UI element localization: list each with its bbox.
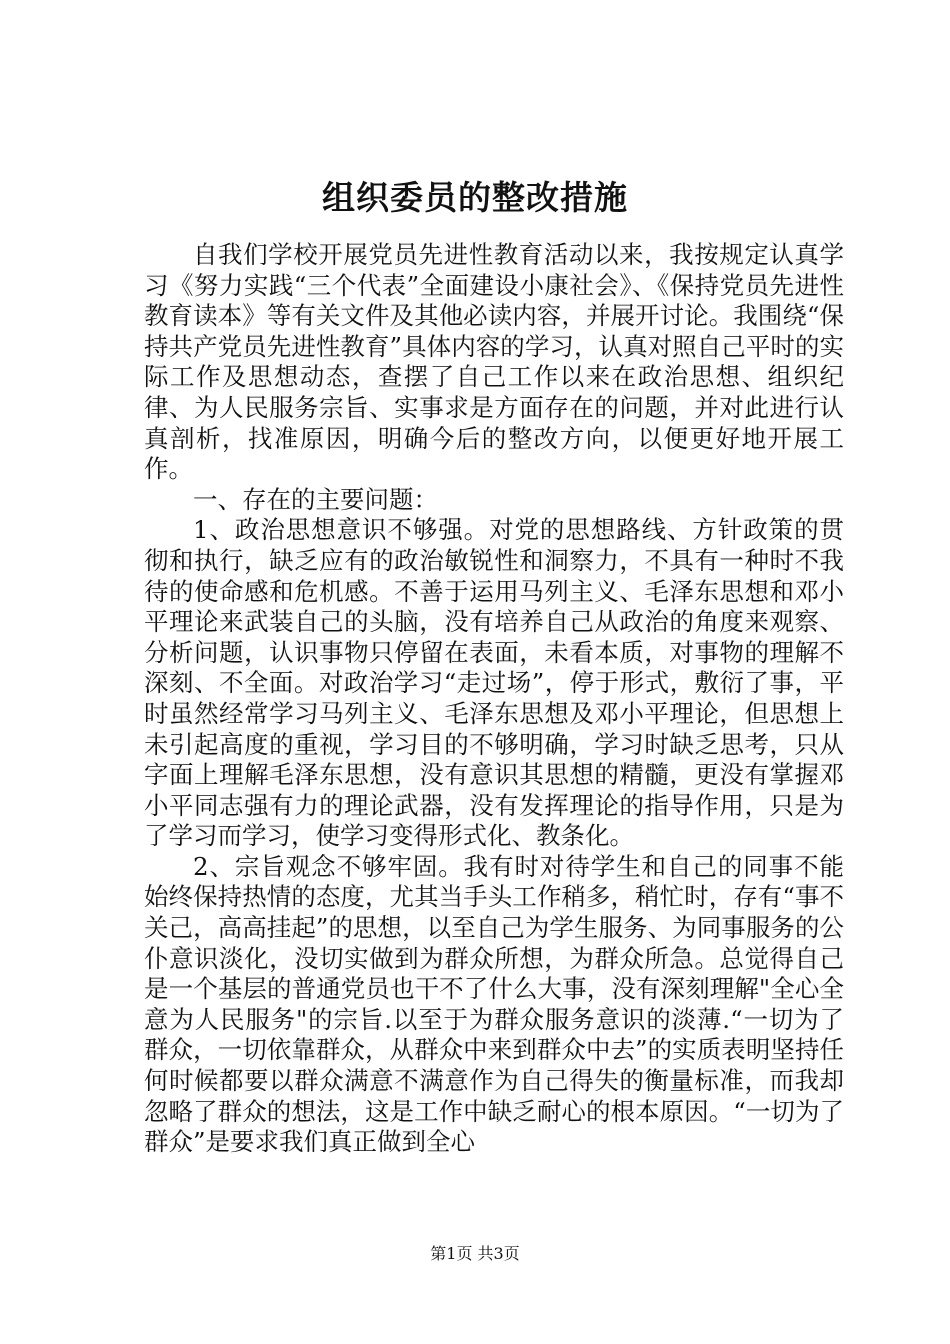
document-title: 组织委员的整改措施 (322, 178, 628, 217)
section-heading: 一、存在的主要问题： (193, 484, 438, 514)
page-footer: 第1页 共3页 (430, 1244, 520, 1263)
problem-2-paragraph: 2、宗旨观念不够牢固。我有时对待学生和自己的同事不能始终保持热情的态度，尤其当手头工作稍多，稍忙时，存有“事不关己，高高挂起”的思想，以至自己为学生服务、为同事服务的公仆意识淡化，没切实做到为群众所想，为群众所急。总觉得自己是一个基层的普通党员也干不了什么大事，没有深刻理解"全心全意为人民服务"的宗旨.以至于为群众服务意识的淡薄.“一切为了群众，一切依靠群众，从群众中来到群众中去”的实质表明坚持任何时候都要以群众满意不满意作为自己得失的衡量标准，而我却忽略了群众的想法，这是工作中缺乏耐心的根本原因。“一切为了群众”是要求我们真正做到全心 (144, 851, 844, 1157)
problem-1-paragraph: 1、政治思想意识不够强。对党的思想路线、方针政策的贯彻和执行，缺乏应有的政治敏锐性和洞察力，不具有一种时不我待的使命感和危机感。不善于运用马列主义、毛泽东思想和邓小平理论来武装自己的头脑，没有培养自己从政治的角度来观察、分析问题，认识事物只停留在表面，未看本质，对事物的理解不深刻、不全面。对政治学习“走过场”，停于形式，敷衍了事，平时虽然经常学习马列主义、毛泽东思想及邓小平理论，但思想上未引起高度的重视，学习目的不够明确，学习时缺乏思考，只从字面上理解毛泽东思想，没有意识其思想的精髓，更没有掌握邓小平同志强有力的理论武器，没有发挥理论的指导作用，只是为了学习而学习，使学习变得形式化、教条化。 (144, 515, 844, 851)
document-body (144, 240, 844, 1158)
intro-paragraph: 自我们学校开展党员先进性教育活动以来，我按规定认真学习《努力实践“三个代表”全面建设小康社会》、《保持党员先进性教育读本》等有关文件及其他必读内容，并展开讨论。我围绕“保持共产党员先进性教育”具体内容的学习，认真对照自己平时的实际工作及思想动态，查摆了自己工作以来在政治思想、组织纪律、为人民服务宗旨、实事求是方面存在的问题，并对此进行认真剖析，找准原因，明确今后的整改方向，以便更好地开展工作。 (144, 240, 844, 484)
